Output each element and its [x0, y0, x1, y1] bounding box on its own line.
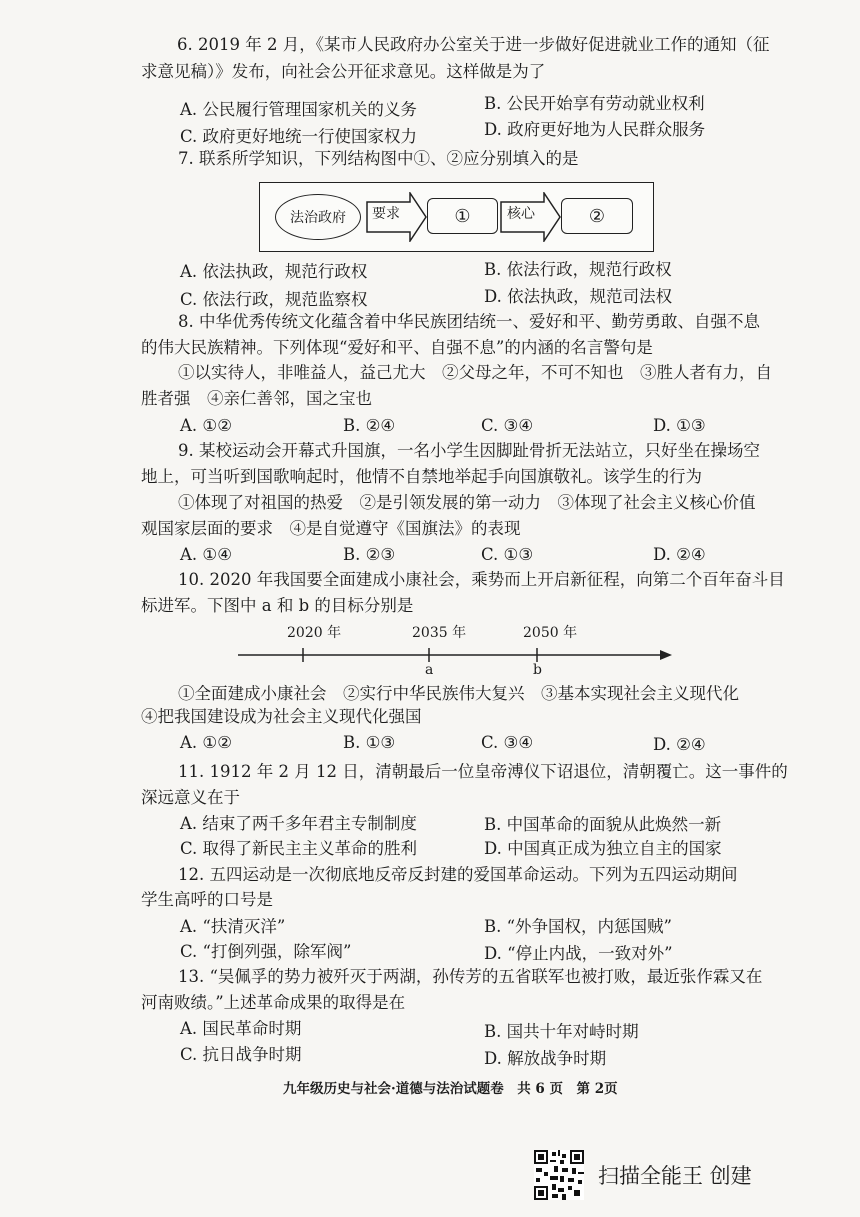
q6-stem-line1: 6. 2019 年 2 月，《某市人民政府办公室关于进一步做好促进就业工作的通知（征 — [177, 35, 770, 54]
q6-option-b: B. 公民开始享有劳动就业权利 — [484, 94, 705, 113]
diagram-box2: ② — [561, 198, 633, 234]
q12-option-c: C. “打倒列强，除军阀” — [180, 942, 352, 961]
q6-stem-line2: 求意见稿）》发布，向社会公开征求意见。这样做是为了 — [141, 62, 546, 81]
q11-stem-line1: 11. 1912 年 2 月 12 日，清朝最后一位皇帝溥仪下诏退位，清朝覆亡。这一事件的 — [178, 762, 788, 781]
q8-option-d: D. ①③ — [653, 416, 706, 435]
q11-option-b: B. 中国革命的面貌从此焕然一新 — [484, 815, 722, 834]
q11-option-d: D. 中国真正成为独立自主的国家 — [484, 839, 722, 858]
q7-option-d: D. 依法执政，规范司法权 — [484, 287, 673, 306]
q13-option-a: A. 国民革命时期 — [180, 1019, 302, 1038]
q12-option-b: B. “外争国权，内惩国贼” — [484, 917, 672, 936]
q9-option-a: A. ①④ — [180, 545, 232, 564]
q9-items-line1: ①体现了对祖国的热爱 ②是引领发展的第一动力 ③体现了社会主义核心价值 — [178, 493, 756, 512]
q9-items-line2: 观国家层面的要求 ④是自觉遵守《国旗法》的表现 — [141, 519, 521, 538]
diagram-arrow2-label: 核心 — [507, 206, 535, 222]
diagram-start-ellipse: 法治政府 — [275, 194, 361, 240]
q10-option-b: B. ①③ — [343, 733, 396, 752]
q10-items-line2: ④把我国建设成为社会主义现代化强国 — [141, 707, 422, 726]
structure-diagram — [259, 182, 654, 252]
q12-option-d: D. “停止内战，一致对外” — [484, 944, 673, 963]
q13-stem-line1: 13. “吴佩孚的势力被歼灭于两湖，孙传芳的五省联军也被打败，最近张作霖又在 — [178, 967, 763, 986]
q7-option-b: B. 依法行政，规范行政权 — [484, 260, 672, 279]
q10-option-d: D. ②④ — [653, 735, 706, 754]
q10-stem-line1: 10. 2020 年我国要全面建成小康社会，乘势而上开启新征程，向第二个百年奋斗目 — [178, 570, 785, 589]
q12-stem-line1: 12. 五四运动是一次彻底地反帝反封建的爱国革命运动。下列为五四运动期间 — [178, 865, 738, 884]
q7-option-c: C. 依法行政，规范监察权 — [180, 290, 368, 309]
timeline-diagram — [238, 624, 678, 680]
q6-option-a: A. 公民履行管理国家机关的义务 — [180, 100, 417, 119]
timeline-year-2020: 2020 年 — [287, 625, 342, 641]
q10-option-a: A. ①② — [180, 733, 232, 752]
qr-code-icon — [534, 1150, 584, 1200]
timeline-year-2050: 2050 年 — [523, 625, 578, 641]
q13-option-b: B. 国共十年对峙时期 — [484, 1022, 639, 1041]
q8-option-c: C. ③④ — [481, 416, 534, 435]
q8-items-line1: ①以实待人，非唯益人，益己尤大 ②父母之年，不可不知也 ③胜人者有力，自 — [178, 363, 772, 382]
q8-items-line2: 胜者强 ④亲仁善邻，国之宝也 — [141, 389, 372, 408]
q6-option-c: C. 政府更好地统一行使国家权力 — [180, 127, 418, 146]
timeline-mark-b: b — [533, 662, 542, 678]
q10-items-line1: ①全面建成小康社会 ②实行中华民族伟大复兴 ③基本实现社会主义现代化 — [178, 684, 739, 703]
q12-stem-line2: 学生高呼的口号是 — [141, 890, 273, 909]
q13-option-c: C. 抗日战争时期 — [180, 1045, 302, 1064]
q8-option-b: B. ②④ — [343, 416, 396, 435]
timeline-mark-a: a — [425, 662, 434, 678]
q11-stem-line2: 深远意义在于 — [141, 788, 240, 807]
q9-option-b: B. ②③ — [343, 545, 396, 564]
timeline-year-2035: 2035 年 — [412, 625, 467, 641]
diagram-box1: ① — [427, 198, 498, 234]
q9-option-c: C. ①③ — [481, 545, 534, 564]
q7-stem: 7. 联系所学知识，下列结构图中①、②应分别填入的是 — [178, 149, 579, 168]
q13-option-d: D. 解放战争时期 — [484, 1049, 607, 1068]
q11-option-a: A. 结束了两千多年君主专制制度 — [180, 814, 417, 833]
q9-stem-line1: 9. 某校运动会开幕式升国旗，一名小学生因脚趾骨折无法站立，只好坐在操场空 — [178, 441, 760, 460]
q8-stem-line1: 8. 中华优秀传统文化蕴含着中华民族团结统一、爱好和平、勤劳勇敢、自强不息 — [178, 312, 760, 331]
page-footer: 九年级历史与社会·道德与法治试题卷 共 6 页 第 2页 — [283, 1081, 618, 1097]
scanner-watermark-text: 扫描全能王 创建 — [598, 1164, 752, 1188]
q8-stem-line2: 的伟大民族精神。下列体现“爱好和平、自强不息”的内涵的名言警句是 — [141, 338, 653, 357]
q6-option-d: D. 政府更好地为人民群众服务 — [484, 120, 706, 139]
q9-stem-line2: 地上，可当听到国歌响起时，他情不自禁地举起手向国旗敬礼。该学生的行为 — [141, 467, 702, 486]
diagram-arrow1-label: 要求 — [372, 206, 400, 222]
q11-option-c: C. 取得了新民主主义革命的胜利 — [180, 839, 418, 858]
q9-option-d: D. ②④ — [653, 545, 706, 564]
q7-option-a: A. 依法执政，规范行政权 — [180, 262, 368, 281]
q12-option-a: A. “扶清灭洋” — [180, 917, 286, 936]
q13-stem-line2: 河南败绩。”上述革命成果的取得是在 — [141, 993, 406, 1012]
q10-option-c: C. ③④ — [481, 733, 534, 752]
q8-option-a: A. ①② — [180, 416, 232, 435]
q10-stem-line2: 标进军。下图中 a 和 b 的目标分别是 — [141, 596, 414, 615]
